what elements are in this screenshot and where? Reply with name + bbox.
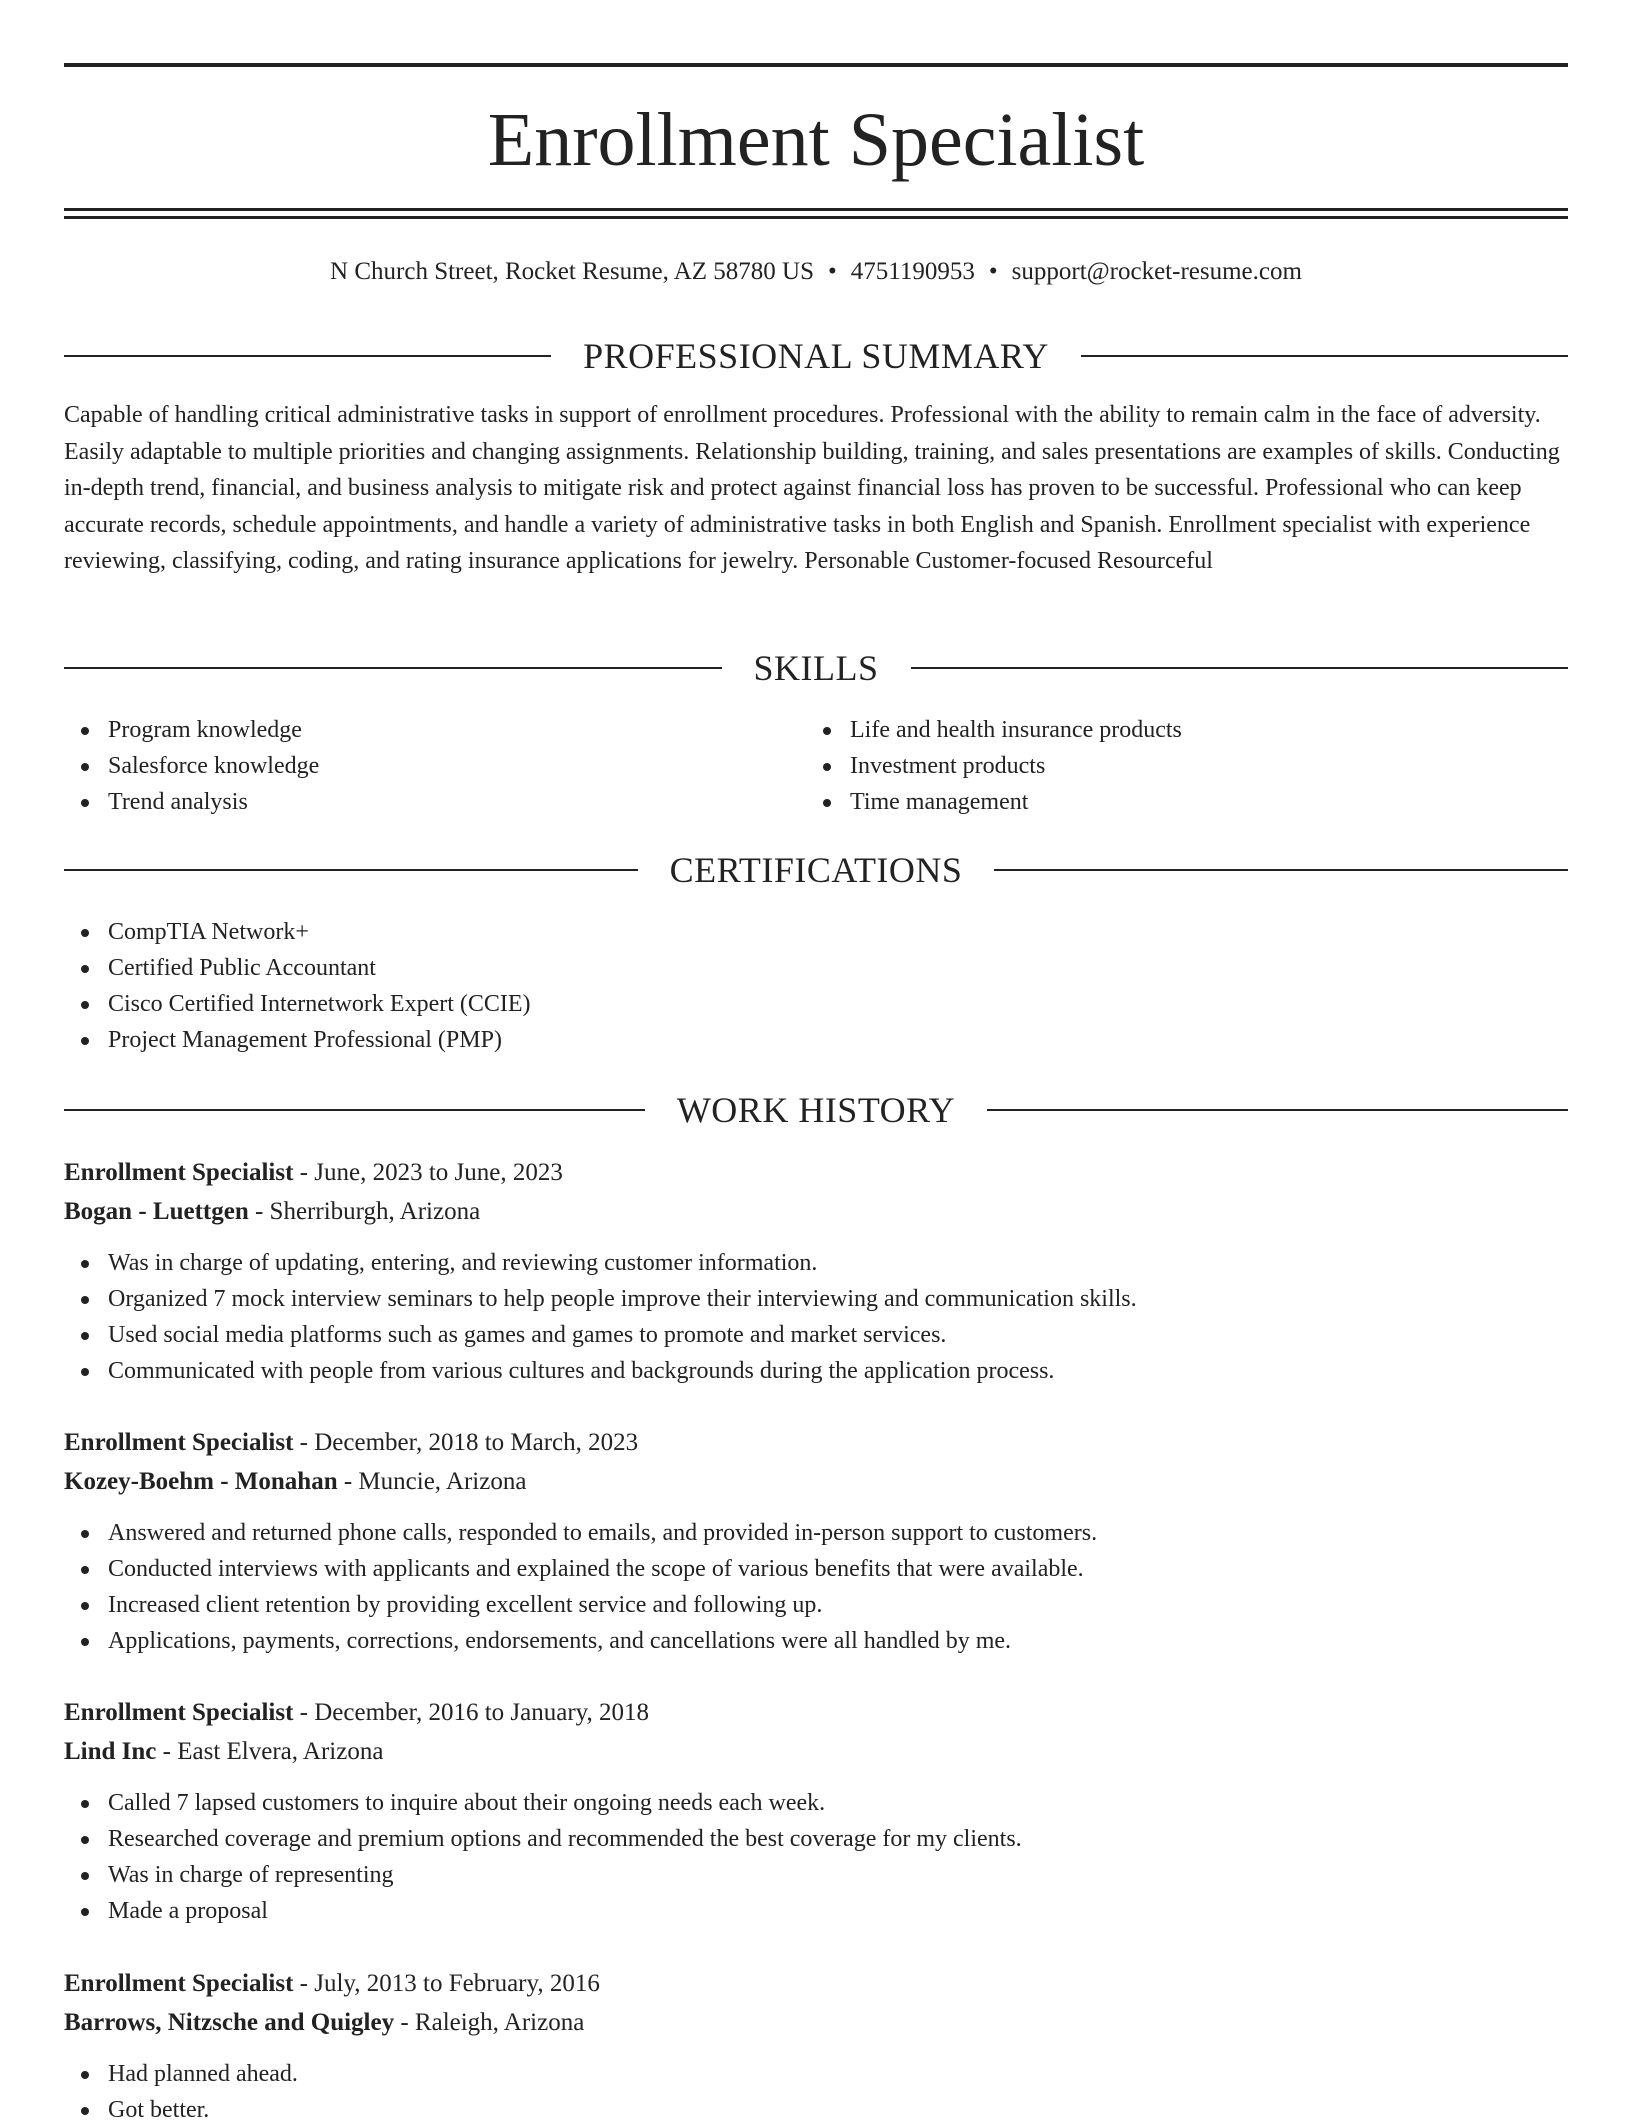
section-heading-certifications [64,847,1568,893]
contact-line [64,254,1568,290]
job-bullet: Called 7 lapsed customers to inquire about their ongoing needs each week. [64,1785,1568,1821]
job-company: Lind Inc [64,1738,157,1765]
certification-item: Project Management Professional (PMP) [64,1022,1568,1058]
job-location: - East Elvera, Arizona [156,1738,384,1765]
job-bullet: Organized 7 mock interview seminars to help people improve their interviewing and communication skills. [64,1281,1568,1317]
job-entry [64,1154,1568,1389]
heading-rule-left [64,355,551,357]
skills-list-left [64,712,804,820]
header-double-rule-lower [64,216,1568,219]
section-heading-summary [64,333,1568,379]
contact-email: support@rocket-resume.com [1011,258,1302,285]
section-title: PROFESSIONAL SUMMARY [583,336,1049,376]
job-bullet: Researched coverage and premium options and recommended the best coverage for my clients. [64,1821,1568,1857]
job-company-line [64,1193,1568,1231]
skill-item: Life and health insurance products [806,712,1546,748]
section-title: WORK HISTORY [676,1090,956,1130]
job-company: Barrows, Nitzsche and Quigley [64,2009,395,2036]
job-location: - Raleigh, Arizona [394,2009,585,2036]
heading-rule-left [64,1109,645,1111]
heading-rule-left [64,667,722,669]
section-title: CERTIFICATIONS [669,850,963,890]
job-bullet: Made a proposal [64,1893,1568,1929]
job-company-line [64,2004,1568,2042]
certifications-list [64,914,1568,1058]
job-company: Bogan - Luettgen [64,1198,249,1225]
job-title: Enrollment Specialist [64,1699,294,1726]
job-title-line [64,1694,1568,1732]
job-bullet: Was in charge of updating, entering, and reviewing customer information. [64,1245,1568,1281]
job-title-line [64,1154,1568,1192]
job-bullet: Answered and returned phone calls, responded to emails, and provided in-person support to customers. [64,1515,1568,1551]
job-bullet: Got better. [64,2092,1568,2128]
job-title: Enrollment Specialist [64,1159,294,1186]
certification-item: Cisco Certified Internetwork Expert (CCIE) [64,986,1568,1022]
job-title: Enrollment Specialist [64,1970,294,1997]
summary-paragraph: Capable of handling critical administrative tasks in support of enrollment procedures. Professional with the ability to remain calm in the face of adversity. Easily adaptable to multiple priorities and changing assignments. Relationship building, training, and sales presentations are examples of skills. Conducting in-depth trend, financial, and business analysis to mitigate risk and protect against financial loss has proven to be successful. Professional who can keep accurate records, schedule appointments, and handle a variety of administrative tasks in both English and Spanish. Enrollment specialist with experience reviewing, classifying, coding, and rating insurance applications for jewelry. Personable Customer-focused Resourceful [64,402,1560,574]
job-bullet: Applications, payments, corrections, endorsements, and cancellations were all handled by me. [64,1623,1568,1659]
job-bullets [64,1785,1568,1929]
job-bullet: Conducted interviews with applicants and explained the scope of various benefits that were available. [64,1551,1568,1587]
header-top-rule [64,63,1568,67]
job-bullets [64,1245,1568,1389]
job-bullet: Had planned ahead. [64,2056,1568,2092]
job-entry [64,1424,1568,1659]
job-dates: - December, 2016 to January, 2018 [293,1699,650,1726]
job-entry [64,1965,1568,2128]
section-title: SKILLS [753,648,879,688]
job-bullet: Used social media platforms such as games and games to promote and market services. [64,1317,1568,1353]
job-company: Kozey-Boehm - Monahan [64,1468,338,1495]
job-bullet: Was in charge of representing [64,1857,1568,1893]
contact-phone: 4751190953 [850,258,975,285]
job-title-line [64,1965,1568,2003]
contact-address: N Church Street, Rocket Resume, AZ 58780 US [330,258,815,285]
job-dates: - July, 2013 to February, 2016 [293,1970,600,1997]
section-heading-skills [64,645,1568,691]
heading-rule-right [987,1109,1568,1111]
heading-rule-right [911,667,1569,669]
job-entry [64,1694,1568,1929]
job-bullet: Increased client retention by providing excellent service and following up. [64,1587,1568,1623]
job-location: - Muncie, Arizona [337,1468,527,1495]
job-company-line [64,1463,1568,1501]
skills-list-right [806,712,1546,820]
contact-separator: • [988,258,998,285]
heading-rule-left [64,869,638,871]
job-bullet: Communicated with people from various cultures and backgrounds during the application process. [64,1353,1568,1389]
job-dates: - June, 2023 to June, 2023 [293,1159,563,1186]
header-double-rule-upper [64,208,1568,211]
skill-item: Trend analysis [64,784,804,820]
job-company-line [64,1733,1568,1771]
job-dates: - December, 2018 to March, 2023 [293,1429,639,1456]
heading-rule-right [994,869,1568,871]
skill-item: Time management [806,784,1546,820]
job-location: - Sherriburgh, Arizona [248,1198,481,1225]
job-title: Enrollment Specialist [64,1429,294,1456]
skill-item: Program knowledge [64,712,804,748]
certification-item: Certified Public Accountant [64,950,1568,986]
resume-title: Enrollment Specialist [487,98,1145,182]
section-heading-work-history [64,1087,1568,1133]
skill-item: Investment products [806,748,1546,784]
contact-separator: • [828,258,837,285]
skill-item: Salesforce knowledge [64,748,804,784]
job-title-line [64,1424,1568,1462]
job-bullets [64,1515,1568,1659]
certification-item: CompTIA Network+ [64,914,1568,950]
job-bullets [64,2056,1568,2128]
heading-rule-right [1081,355,1568,357]
